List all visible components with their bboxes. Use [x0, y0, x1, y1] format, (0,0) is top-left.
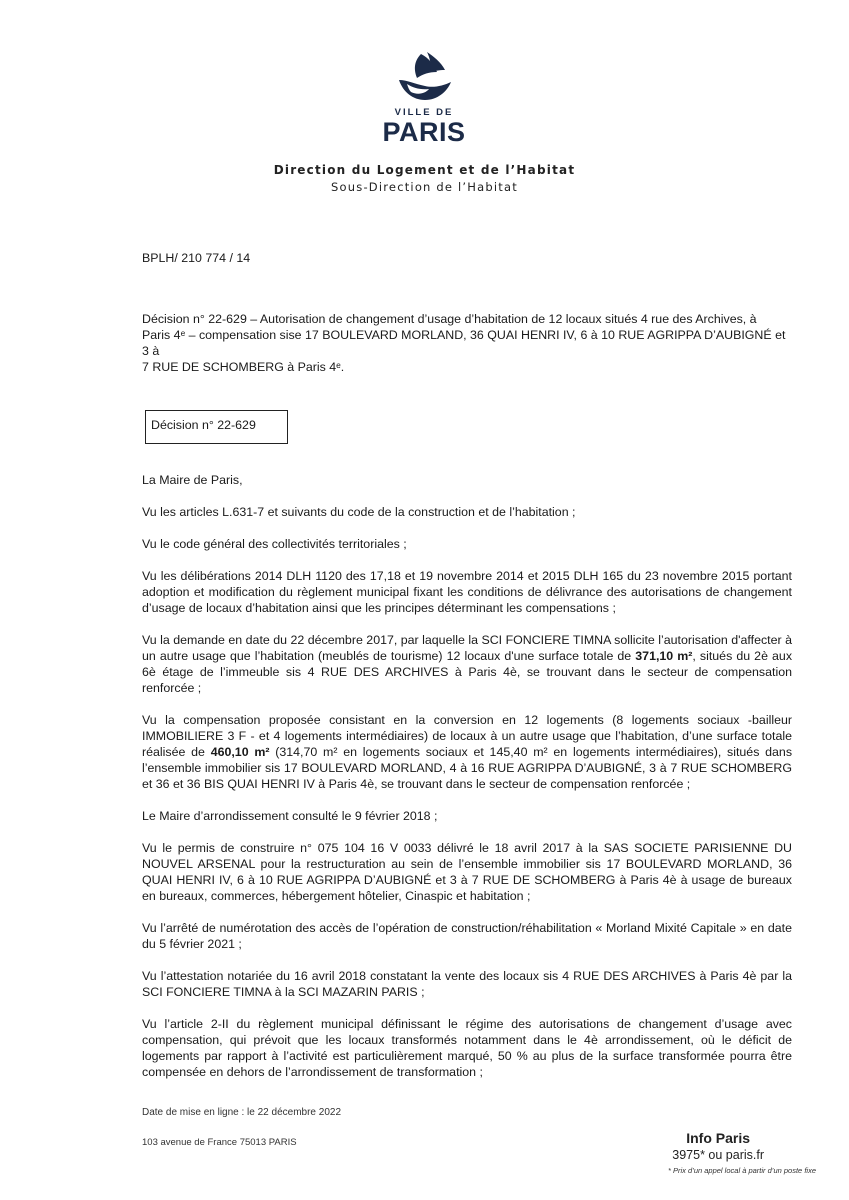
visa-paragraph: Vu les articles L.631-7 et suivants du code de la construction et de l’habitation ;	[142, 505, 576, 519]
reference-number: BPLH/ 210 774 / 14	[142, 251, 251, 265]
decision-number-box	[145, 410, 288, 444]
direction-title: Direction du Logement et de l’Habitat	[273, 163, 576, 177]
footer-address: 103 avenue de France 75013 PARIS	[142, 1137, 297, 1148]
visa-paragraph: Vu le permis de construire n° 075 104 16 V 0033 délivré le 18 avril 2017 à la SAS SOCIETE PARISIENNE DU NOUVEL ARSENAL pour la restructuration au sein de l’ensemble immobilier sis 17 BOULEVARD MORLAND, 36 QUAI HENRI IV, 6 à 10 RUE AGRIPPA D’AUBIGNÉ et 3 à 7 RUE DE SCHOMBERG à Paris 4è à usage de bureaux en bureaux, commerces, hébergement hôtelier, Cinaspic et habitation ;	[142, 841, 792, 903]
surface-value: 460,10 m²	[210, 745, 270, 759]
ville-de-paris-logo	[372, 50, 476, 146]
decision-number-label: Décision n° 22-629	[151, 418, 256, 432]
text-segment: Vu la compensation proposée consistant en la conversion en 12 logements (8 logements sociaux -bailleur IMMOBILIERE 3 F - et 4 logements intermédiaires) de locaux à un autre usage que l’habitation, d’une surface totale réalisée de	[142, 713, 792, 759]
decision-title-line: Décision n° 22-629 – Autorisation de changement d’usage d’habitation de 12 locaux situés 4 rue des Archives, à	[142, 312, 757, 326]
visa-paragraph	[142, 712, 792, 792]
text-segment: Vu la demande en date du 22 décembre 2017, par laquelle la SCI FONCIERE TIMNA sollicite l’autorisation d'affecter à un autre usage que l’habitation (meublés de tourisme) 12 locaux d'une surface totale de	[142, 633, 792, 663]
visa-paragraph: Vu les délibérations 2014 DLH 1120 des 17,18 et 19 novembre 2014 et 2015 DLH 165 du 23 novembre 2015 portant adoption et modification du règlement municipal fixant les conditions de délivrance des autorisations de changement d’usage de locaux d’habitation ainsi que les principes déterminant les compensations ;	[142, 569, 792, 615]
visa-paragraph: Vu le code général des collectivités territoriales ;	[142, 537, 407, 551]
visa-paragraph: Le Maire d’arrondissement consulté le 9 février 2018 ;	[142, 809, 438, 823]
footer-publication-date: Date de mise en ligne : le 22 décembre 2022	[142, 1107, 342, 1118]
decision-title-line: Paris 4ᵉ – compensation sise 17 BOULEVARD MORLAND, 36 QUAI HENRI IV, 6 à 10 RUE AGRIPPA D’AUBIGNÉ et 3 à	[142, 328, 786, 358]
logo-paris: PARIS	[382, 117, 466, 147]
surface-value: 371,10 m²	[635, 649, 693, 663]
document-body	[142, 472, 792, 1096]
info-paris-note: * Prix d’un appel local à partir d’un poste fixe	[667, 1166, 816, 1175]
text-segment: (314,70 m² en logements sociaux et 145,40 m² en logements intermédiaires), situés dans l’ensemble immobilier sis 17 BOULEVARD MORLAND, 4 à 16 RUE AGRIPPA D’AUBIGNÉ, 3 à 7 RUE SCHOMBERG et 36 et 36 BIS QUAI HENRI IV à Paris 4è, se trouvant dans le secteur de compensation renforcée ;	[142, 745, 793, 791]
visa-paragraph: Vu l’article 2-II du règlement municipal définissant le régime des autorisations de changement d’usage avec compensation, qui prévoit que les locaux transformés notamment dans le 4è arrondissement, où le déficit de logements par rapport à l’activité est particulièrement marqué, 50 % au plus de la surface transformée pourra être compensée en dehors de l’arrondissement de transformation ;	[142, 1017, 792, 1079]
decision-title	[142, 311, 792, 375]
info-paris-block	[672, 1130, 764, 1162]
visa-paragraph: Vu l’attestation notariée du 16 avril 2018 constatant la vente des locaux sis 4 RUE DES ARCHIVES à Paris 4è par la SCI FONCIERE TIMNA à la SCI MAZARIN PARIS ;	[142, 969, 792, 999]
info-paris-phone: 3975* ou paris.fr	[672, 1148, 764, 1162]
salutation: La Maire de Paris,	[142, 473, 243, 487]
text-segment: , situés du 2è aux 6è étage de l’immeuble sis 4 RUE DES ARCHIVES à Paris 4è, se trouvant dans le secteur de compensation renforcée ;	[142, 649, 793, 695]
ship-sail-logo-icon	[393, 50, 455, 104]
visa-paragraph: Vu l’arrêté de numérotation des accès de l’opération de construction/réhabilitation « Morland Mixité Capitale » en date du 5 février 2021 ;	[142, 921, 792, 951]
info-paris-title: Info Paris	[686, 1130, 751, 1146]
visa-paragraph	[142, 632, 792, 696]
subdirection-title: Sous-Direction de l’Habitat	[331, 180, 518, 194]
logo-ville-de: VILLE DE	[394, 107, 454, 118]
decision-title-line: 7 RUE DE SCHOMBERG à Paris 4ᵉ.	[142, 360, 345, 374]
